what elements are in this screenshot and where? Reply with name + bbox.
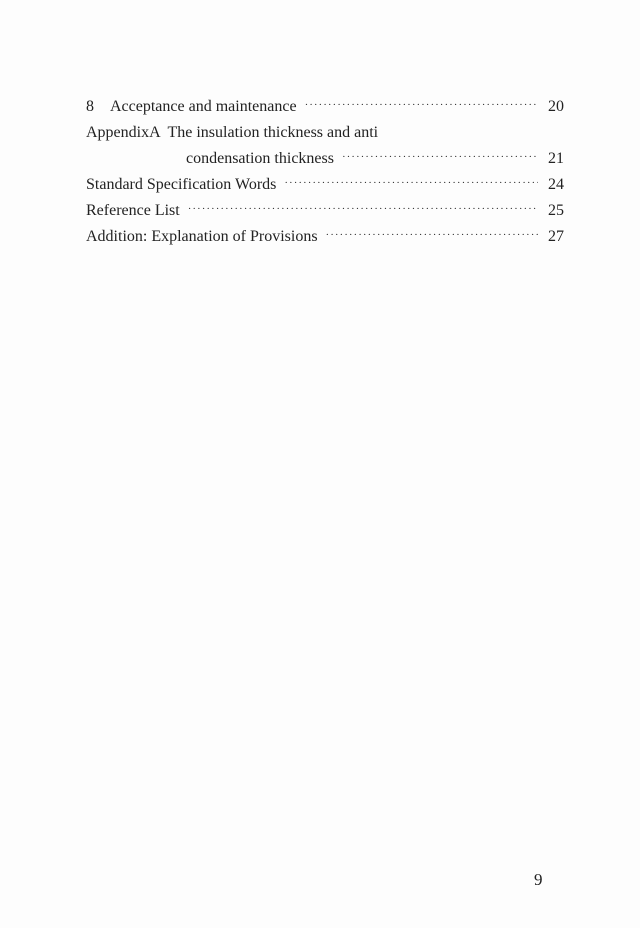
toc-entry-standard-specification-words[interactable] xyxy=(86,172,564,198)
toc-entry-label xyxy=(86,94,297,120)
toc-leader-dots xyxy=(342,144,538,170)
toc-leader-dots xyxy=(188,196,538,222)
toc-entry-title: Acceptance and maintenance xyxy=(110,98,297,115)
toc-entry-appendix-a-line1[interactable] xyxy=(86,120,564,146)
table-of-contents xyxy=(86,94,564,250)
toc-leader-dots xyxy=(326,222,538,248)
toc-entry-addition-explanation[interactable] xyxy=(86,224,564,250)
toc-entry-number: 8 xyxy=(86,98,94,115)
toc-entry-page: 25 xyxy=(548,202,564,219)
toc-leader-dots xyxy=(284,170,538,196)
toc-entry-title: Reference List xyxy=(86,202,180,219)
toc-entry-reference-list[interactable] xyxy=(86,198,564,224)
toc-entry-page: 21 xyxy=(548,150,564,167)
toc-entry-title: Standard Specification Words xyxy=(86,176,277,193)
toc-entry-title: AppendixA The insulation thickness and anti xyxy=(86,124,379,141)
toc-entry-title: Addition: Explanation of Provisions xyxy=(86,228,318,245)
page-number: 9 xyxy=(534,870,543,889)
toc-entry-page: 27 xyxy=(548,228,564,245)
toc-entry-acceptance[interactable] xyxy=(86,94,564,120)
toc-leader-dots xyxy=(305,92,538,118)
toc-entry-page: 20 xyxy=(548,98,564,115)
toc-entry-page: 24 xyxy=(548,176,564,193)
toc-entry-title-continued: condensation thickness xyxy=(186,150,334,167)
toc-entry-appendix-a-line2[interactable] xyxy=(86,146,564,172)
